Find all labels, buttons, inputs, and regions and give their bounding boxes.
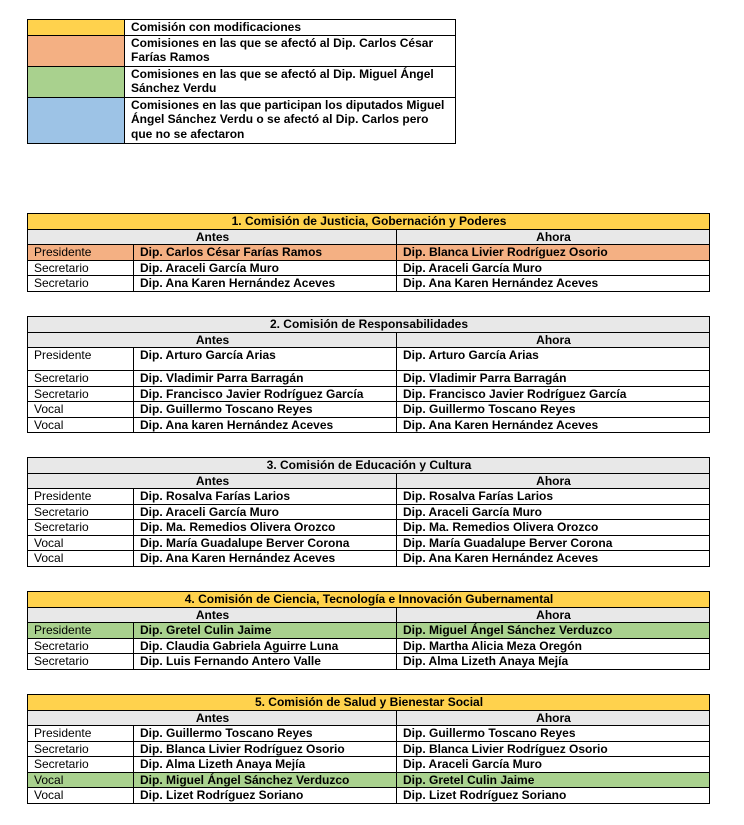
ahora-cell: Dip. Araceli García Muro [397,757,710,773]
legend-row [28,20,456,36]
header-row [28,607,710,623]
role-cell: Presidente [28,348,134,371]
ahora-cell: Dip. Vladimir Parra Barragán [397,371,710,387]
antes-cell: Dip. Ma. Remedios Olivera Orozco [134,520,397,536]
table-row [28,757,710,773]
role-cell: Presidente [28,489,134,505]
role-cell: Secretario [28,757,134,773]
commission-title-row [28,458,710,474]
ahora-cell: Dip. María Guadalupe Berver Corona [397,535,710,551]
role-cell: Vocal [28,417,134,433]
ahora-cell: Dip. Ana Karen Hernández Aceves [397,551,710,567]
table-row [28,402,710,418]
legend-text: Comisiones en las que se afectó al Dip. Miguel Ángel Sánchez Verdu [125,66,456,97]
header-ahora: Ahora [397,229,710,245]
ahora-cell: Dip. Blanca Livier Rodríguez Osorio [397,245,710,261]
commission-table [27,694,710,804]
commission-table [27,457,710,567]
role-cell: Secretario [28,504,134,520]
antes-cell: Dip. Guillermo Toscano Reyes [134,726,397,742]
commission-title: 1. Comisión de Justicia, Gobernación y Poderes [28,214,710,230]
header-row [28,710,710,726]
antes-cell: Dip. Ana Karen Hernández Aceves [134,551,397,567]
legend-table [27,19,456,144]
antes-cell: Dip. Araceli García Muro [134,260,397,276]
antes-cell: Dip. Ana Karen Hernández Aceves [134,276,397,292]
ahora-cell: Dip. Araceli García Muro [397,260,710,276]
role-cell: Presidente [28,623,134,639]
commission-title: 2. Comisión de Responsabilidades [28,317,710,333]
role-cell: Vocal [28,772,134,788]
table-row [28,520,710,536]
legend-row [28,66,456,97]
header-row [28,332,710,348]
header-ahora: Ahora [397,710,710,726]
antes-cell: Dip. Araceli García Muro [134,504,397,520]
header-antes: Antes [28,332,397,348]
commission-title: 5. Comisión de Salud y Bienestar Social [28,695,710,711]
commission-table [27,316,710,433]
legend-swatch-yellow [28,20,125,36]
legend-text: Comisiones en las que participan los diputados Miguel Ángel Sánchez Verdu o se afectó al Dip. Carlos pero que no se afectaron [125,97,456,143]
antes-cell: Dip. Carlos César Farías Ramos [134,245,397,261]
table-row [28,371,710,387]
legend-swatch-orange [28,35,125,66]
ahora-cell: Dip. Francisco Javier Rodríguez García [397,386,710,402]
table-row [28,638,710,654]
header-row [28,473,710,489]
antes-cell: Dip. Francisco Javier Rodríguez García [134,386,397,402]
ahora-cell: Dip. Ana Karen Hernández Aceves [397,276,710,292]
ahora-cell: Dip. Arturo García Arias [397,348,710,371]
ahora-cell: Dip. Guillermo Toscano Reyes [397,726,710,742]
antes-cell: Dip. María Guadalupe Berver Corona [134,535,397,551]
legend-row [28,35,456,66]
table-row [28,417,710,433]
ahora-cell: Dip. Rosalva Farías Larios [397,489,710,505]
role-cell: Secretario [28,371,134,387]
ahora-cell: Dip. Araceli García Muro [397,504,710,520]
antes-cell: Dip. Blanca Livier Rodríguez Osorio [134,741,397,757]
legend-text: Comisiones en las que se afectó al Dip. Carlos César Farías Ramos [125,35,456,66]
role-cell: Secretario [28,276,134,292]
antes-cell: Dip. Ana karen Hernández Aceves [134,417,397,433]
table-row [28,260,710,276]
table-row [28,741,710,757]
ahora-cell: Dip. Lizet Rodríguez Soriano [397,788,710,804]
legend-row [28,97,456,143]
table-row [28,772,710,788]
commission-title: 4. Comisión de Ciencia, Tecnología e Innovación Gubernamental [28,592,710,608]
role-cell: Secretario [28,520,134,536]
antes-cell: Dip. Alma Lizeth Anaya Mejía [134,757,397,773]
ahora-cell: Dip. Guillermo Toscano Reyes [397,402,710,418]
ahora-cell: Dip. Miguel Ángel Sánchez Verduzco [397,623,710,639]
antes-cell: Dip. Claudia Gabriela Aguirre Luna [134,638,397,654]
table-row [28,489,710,505]
ahora-cell: Dip. Blanca Livier Rodríguez Osorio [397,741,710,757]
antes-cell: Dip. Gretel Culin Jaime [134,623,397,639]
header-antes: Antes [28,607,397,623]
header-ahora: Ahora [397,332,710,348]
header-ahora: Ahora [397,473,710,489]
table-row [28,504,710,520]
table-row [28,535,710,551]
header-ahora: Ahora [397,607,710,623]
legend-text: Comisión con modificaciones [125,20,456,36]
ahora-cell: Dip. Martha Alicia Meza Oregón [397,638,710,654]
commission-title-row [28,592,710,608]
commission-table [27,213,710,292]
role-cell: Presidente [28,245,134,261]
commission-title-row [28,214,710,230]
role-cell: Presidente [28,726,134,742]
ahora-cell: Dip. Ana Karen Hernández Aceves [397,417,710,433]
role-cell: Vocal [28,402,134,418]
table-row [28,245,710,261]
ahora-cell: Dip. Ma. Remedios Olivera Orozco [397,520,710,536]
antes-cell: Dip. Miguel Ángel Sánchez Verduzco [134,772,397,788]
commission-title-row [28,317,710,333]
role-cell: Vocal [28,788,134,804]
header-antes: Antes [28,229,397,245]
ahora-cell: Dip. Gretel Culin Jaime [397,772,710,788]
role-cell: Vocal [28,551,134,567]
legend-swatch-blue [28,97,125,143]
table-row [28,386,710,402]
table-row [28,551,710,567]
table-row [28,726,710,742]
commission-title-row [28,695,710,711]
antes-cell: Dip. Vladimir Parra Barragán [134,371,397,387]
commission-table [27,591,710,670]
ahora-cell: Dip. Alma Lizeth Anaya Mejía [397,654,710,670]
antes-cell: Dip. Guillermo Toscano Reyes [134,402,397,418]
header-antes: Antes [28,473,397,489]
role-cell: Secretario [28,386,134,402]
role-cell: Secretario [28,741,134,757]
antes-cell: Dip. Arturo García Arias [134,348,397,371]
antes-cell: Dip. Lizet Rodríguez Soriano [134,788,397,804]
table-row [28,623,710,639]
commission-title: 3. Comisión de Educación y Cultura [28,458,710,474]
header-antes: Antes [28,710,397,726]
table-row [28,654,710,670]
role-cell: Secretario [28,654,134,670]
legend-swatch-green [28,66,125,97]
role-cell: Secretario [28,638,134,654]
table-row [28,276,710,292]
role-cell: Secretario [28,260,134,276]
antes-cell: Dip. Luis Fernando Antero Valle [134,654,397,670]
header-row [28,229,710,245]
table-row [28,348,710,371]
antes-cell: Dip. Rosalva Farías Larios [134,489,397,505]
table-row [28,788,710,804]
role-cell: Vocal [28,535,134,551]
